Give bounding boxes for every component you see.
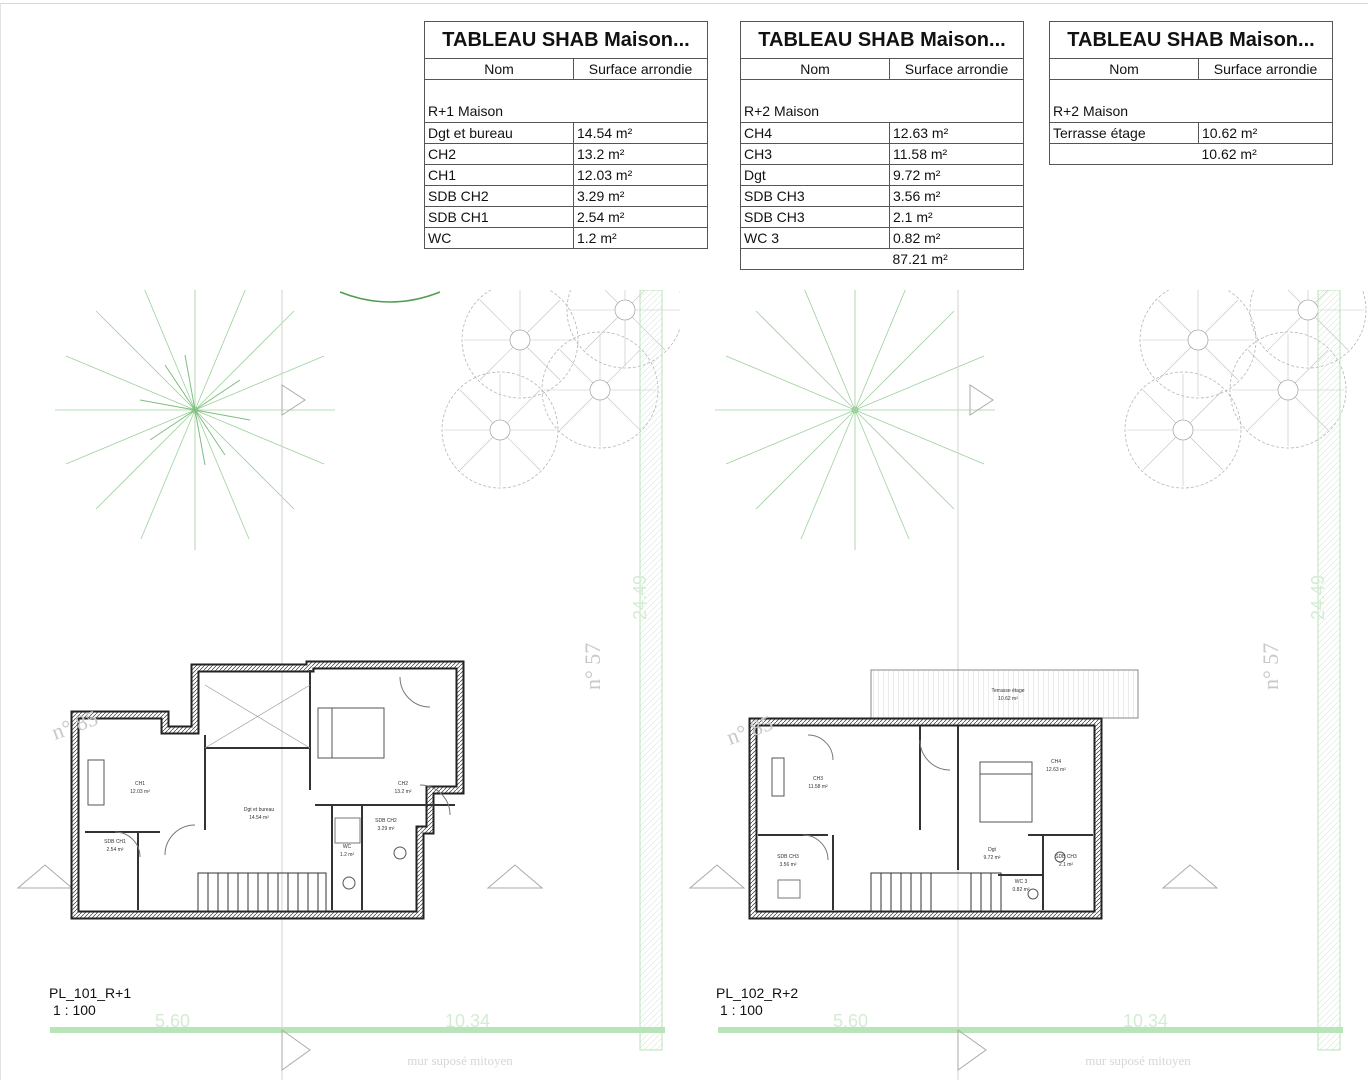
wall-note: mur suposé mitoyen xyxy=(1085,1053,1191,1068)
table-row xyxy=(425,207,708,228)
room-label-sdb-ch3: SDB CH3 xyxy=(777,854,799,860)
plan-r2-drawing xyxy=(688,290,1368,1080)
shrub-symbol xyxy=(442,372,558,488)
view-label-r1 xyxy=(49,985,131,1019)
room-label-ch3: CH3 xyxy=(812,776,824,782)
room-label-terrasse: Terrasse étage xyxy=(991,688,1025,694)
room-name: CH4 xyxy=(741,123,890,144)
table-total-row xyxy=(741,249,1024,270)
room-name: CH1 xyxy=(425,165,574,186)
room-surface: 1.2 m² xyxy=(574,228,708,249)
table-row xyxy=(741,123,1024,144)
room-name: CH2 xyxy=(425,144,574,165)
room-surface: 13.2 m² xyxy=(574,144,708,165)
room-area-terrasse: 10.62 m² xyxy=(998,696,1018,702)
col-header-surface: Surface arrondie xyxy=(574,59,708,80)
col-header-surface: Surface arrondie xyxy=(890,59,1024,80)
washbasin xyxy=(394,847,406,859)
room-surface: 12.03 m² xyxy=(574,165,708,186)
neighbor-lot-number: n° 57 xyxy=(1258,642,1283,690)
dimension-right: 10.34 xyxy=(1123,1011,1169,1031)
tree-canopy-edge xyxy=(340,292,440,302)
room-area-wc: 1.2 m² xyxy=(339,852,355,858)
staircase xyxy=(871,873,1001,911)
table-title: TABLEAU SHAB Maison... xyxy=(1050,22,1333,59)
room-surface: 12.63 m² xyxy=(890,123,1024,144)
col-header-name: Nom xyxy=(425,59,574,80)
bed-ch3 xyxy=(772,758,784,796)
room-area-ch2: 13.2 m² xyxy=(394,789,412,795)
col-header-name: Nom xyxy=(1050,59,1199,80)
table-total: 10.62 m² xyxy=(1199,144,1333,165)
col-header-name: Nom xyxy=(741,59,890,80)
dimension-right: 10.34 xyxy=(445,1011,491,1031)
table-row xyxy=(741,144,1024,165)
col-header-surface: Surface arrondie xyxy=(1199,59,1333,80)
dimension-side: 24.49 xyxy=(630,574,650,620)
table-title: TABLEAU SHAB Maison... xyxy=(741,22,1024,59)
room-area-dgt: 14.54 m² xyxy=(249,815,269,821)
shab-table-terrasse xyxy=(1049,21,1333,165)
room-surface: 0.82 m² xyxy=(890,228,1024,249)
room-surface: 2.54 m² xyxy=(574,207,708,228)
staircase xyxy=(198,873,326,911)
toilet xyxy=(1028,889,1038,899)
room-label-wc: WC xyxy=(342,844,352,850)
view-scale: 1 : 100 xyxy=(53,1002,96,1018)
table-row xyxy=(425,228,708,249)
wall-note: mur suposé mitoyen xyxy=(407,1053,513,1068)
room-area-dgt: 9.72 m² xyxy=(983,855,1001,861)
room-area-ch4: 12.63 m² xyxy=(1046,767,1066,773)
shab-table-r2 xyxy=(740,21,1024,270)
room-area-sdb-ch3-b: 2.1 m² xyxy=(1058,862,1074,868)
shrub-symbol xyxy=(1250,290,1366,368)
room-surface: 14.54 m² xyxy=(574,123,708,144)
room-area-sdb-ch1: 2.54 m² xyxy=(106,847,124,853)
page-top-border xyxy=(0,3,1368,4)
room-surface: 2.1 m² xyxy=(890,207,1024,228)
table-total: 87.21 m² xyxy=(890,249,1024,270)
table-row xyxy=(1050,123,1333,144)
room-surface: 11.58 m² xyxy=(890,144,1024,165)
shab-table-r1 xyxy=(424,21,708,249)
dimension-left: 5.60 xyxy=(155,1011,191,1031)
room-area-wc3: 0.82 m² xyxy=(1012,887,1030,893)
room-name: Dgt et bureau xyxy=(425,123,574,144)
room-area-ch1: 12.03 m² xyxy=(130,789,150,795)
interior-walls xyxy=(758,726,1093,910)
dimension-side: 24.49 xyxy=(1308,574,1328,620)
room-label-ch1: CH1 xyxy=(134,781,146,787)
room-name: Dgt xyxy=(741,165,890,186)
table-row xyxy=(425,186,708,207)
room-name: SDB CH2 xyxy=(425,186,574,207)
room-name: WC xyxy=(425,228,574,249)
plot-boundary-right xyxy=(1318,290,1340,1050)
group-header: R+1 Maison xyxy=(425,80,708,123)
room-label-ch2: CH2 xyxy=(397,781,409,787)
dimension-left: 5.60 xyxy=(833,1011,869,1031)
shrub-symbol xyxy=(567,290,680,368)
bed-ch1 xyxy=(88,760,104,805)
room-name: Terrasse étage xyxy=(1050,123,1199,144)
room-name: CH3 xyxy=(741,144,890,165)
terrace xyxy=(871,670,1138,718)
table-row xyxy=(741,186,1024,207)
view-scale: 1 : 100 xyxy=(720,1002,763,1018)
floor-plan-r1 xyxy=(0,290,680,1080)
room-name: SDB CH3 xyxy=(741,186,890,207)
room-name: SDB CH1 xyxy=(425,207,574,228)
room-label-sdb-ch3-b: SDB CH3 xyxy=(1055,854,1077,860)
table-row xyxy=(425,165,708,186)
exterior-walls xyxy=(753,722,1098,915)
door-swing xyxy=(920,740,950,770)
room-name: WC 3 xyxy=(741,228,890,249)
door-swing xyxy=(400,677,430,707)
room-label-sdb-ch2: SDB CH2 xyxy=(375,818,397,824)
plan-r1-drawing xyxy=(0,290,680,1080)
table-row xyxy=(425,144,708,165)
table-row xyxy=(741,207,1024,228)
plot-boundary-right xyxy=(640,290,662,1050)
view-label-r2 xyxy=(716,985,798,1019)
toilet xyxy=(343,877,355,889)
tree-symbol xyxy=(715,290,995,550)
view-name: PL_102_R+2 xyxy=(716,985,799,1001)
room-label-wc3: WC 3 xyxy=(1014,879,1028,885)
neighbor-lot-number: n° 57 xyxy=(580,642,605,690)
table-row xyxy=(741,228,1024,249)
floor-plan-r2 xyxy=(688,290,1368,1080)
room-surface: 3.56 m² xyxy=(890,186,1024,207)
room-surface: 10.62 m² xyxy=(1199,123,1333,144)
shrub-symbol xyxy=(1140,290,1256,398)
bed-ch2 xyxy=(318,708,384,758)
shrub-symbol xyxy=(1125,372,1241,488)
room-label-dgt: Dgt xyxy=(988,847,996,853)
room-name: SDB CH3 xyxy=(741,207,890,228)
table-total-row xyxy=(1050,144,1333,165)
room-label-dgt: Dgt et bureau xyxy=(243,807,275,813)
view-name: PL_101_R+1 xyxy=(49,985,132,1001)
bathtub xyxy=(778,880,800,898)
room-area-sdb-ch3: 3.56 m² xyxy=(779,862,797,868)
room-label-ch4: CH4 xyxy=(1050,759,1062,765)
room-label-sdb-ch1: SDB CH1 xyxy=(104,839,126,845)
room-surface: 3.29 m² xyxy=(574,186,708,207)
group-header: R+2 Maison xyxy=(1050,80,1333,123)
group-header: R+2 Maison xyxy=(741,80,1024,123)
tree-symbol xyxy=(55,290,335,550)
table-row xyxy=(425,123,708,144)
shrub-symbol xyxy=(462,290,578,398)
lot-number: n° 85 xyxy=(48,705,102,745)
bed-ch4 xyxy=(980,762,1032,822)
shower xyxy=(335,818,360,843)
room-surface: 9.72 m² xyxy=(890,165,1024,186)
lot-number: n° 85 xyxy=(723,710,777,750)
table-row xyxy=(741,165,1024,186)
table-title: TABLEAU SHAB Maison... xyxy=(425,22,708,59)
room-area-sdb-ch2: 3.29 m² xyxy=(377,826,395,832)
room-area-ch3: 11.58 m² xyxy=(808,784,828,790)
